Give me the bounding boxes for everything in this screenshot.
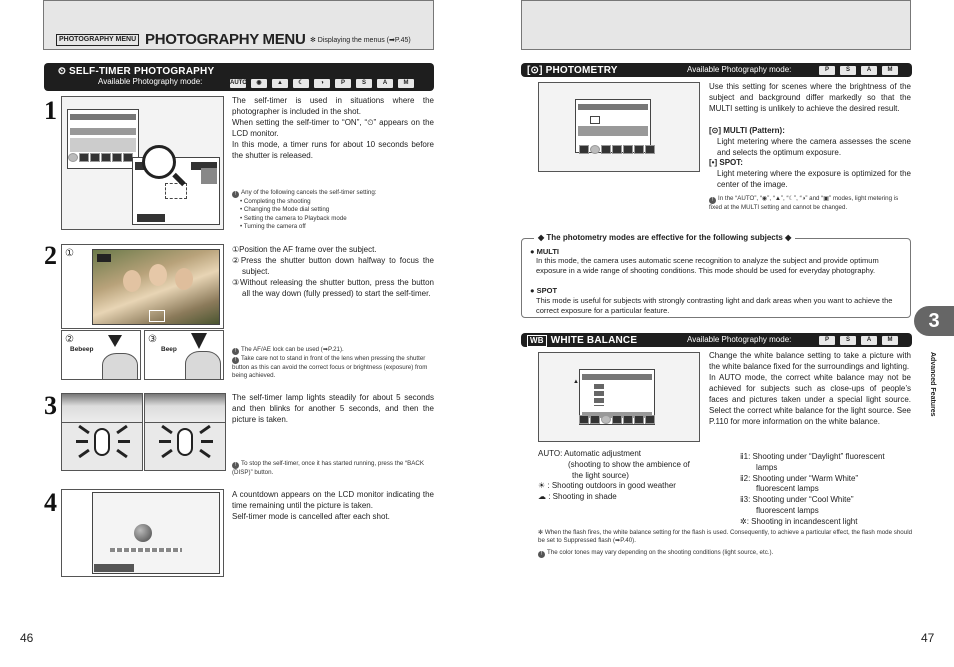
paragraph: The self-timer is used in situations where the photographer is included in the shot. <box>232 96 434 117</box>
circled-two: ② <box>65 334 74 345</box>
mode-icon: M <box>882 66 898 75</box>
wb-line: lamps <box>756 462 778 472</box>
info-icon: ! <box>709 197 716 204</box>
chapter-tab: 3 <box>914 306 954 336</box>
effective-subjects-box: ◆ The photometry modes are effective for the following subjects ◆ ● MULTI In this mode, the camera uses automatic scene recognition to analyze the subject and provide optimum exposure in a wide range of shooting conditions. This mode should be used for everyday photography. ● SPOT This mode is useful for subjects with strongly contrasting light and dark areas when you want to achieve the correct exposure for a particular feature. <box>521 238 911 318</box>
eff-spot-text: This mode is useful for subjects with strongly contrasting light and dark areas when you want to achieve the correct exposure for a particular feature. <box>536 296 893 316</box>
spot-label: [•] SPOT: <box>709 158 743 167</box>
info-icon: ! <box>232 357 239 364</box>
step2-half-press-figure <box>61 330 141 380</box>
header-title: PHOTOGRAPHY MENU <box>145 31 306 48</box>
wb-line: ⅱ3: Shooting under “Cool White” <box>740 495 854 505</box>
step3-note: ! To stop the self-timer, once it has started running, press the “BACK (DISP)” button. <box>232 460 424 476</box>
step1-text <box>232 95 434 161</box>
photometry-text: Use this setting for scenes where the brightness of the subject and background differ markedly so that the MULTI setting is unlikely to achieve the desired result. <box>709 82 911 114</box>
beep2-label: Beep <box>161 346 177 353</box>
wb-line: (shooting to show the ambience of <box>568 459 690 469</box>
self-timer-title: SELF-TIMER PHOTOGRAPHY <box>68 66 215 77</box>
header-tag: PHOTOGRAPHY MENU <box>56 34 139 46</box>
mode-icon: P <box>819 66 835 75</box>
wb-line: ⅱ2: Shooting under “Warm White” <box>740 473 859 483</box>
step2-item: ①Position the AF frame over the subject. <box>232 245 377 254</box>
paragraph: In this mode, a timer runs for about 10 seconds before the shutter is released. <box>232 140 434 161</box>
hand-icon <box>185 351 221 380</box>
wb-line: AUTO: Automatic adjustment <box>538 449 642 458</box>
wb-line: the light source) <box>572 470 629 480</box>
mode-icon: A <box>861 336 877 345</box>
multi-label: [⊙] MULTI (Pattern): <box>709 126 785 135</box>
wb-line: ☁ : Shooting in shade <box>538 492 617 502</box>
menu-icon-row <box>68 153 133 162</box>
mode-icon: ◉ <box>251 79 267 88</box>
mode-icon: S <box>840 336 856 345</box>
self-timer-bar <box>44 63 434 91</box>
countdown-indicator <box>134 524 152 542</box>
beep1-label: Bebeep <box>70 346 94 353</box>
avail-icons <box>230 79 414 88</box>
avail-icons <box>819 336 898 345</box>
photometry-tag: [⊙] <box>527 65 543 76</box>
wb-note-1: ✻ When the flash fires, the white balance setting for the flash is used. Consequently, to achieve a particular effect, the flash mode should be set to Suppressed flash (➡P.40). <box>538 529 913 545</box>
step1-note: ! Any of the following cancels the self-timer setting: • Completing the shooting • Changing the Mode dial setting • Setting the camera to Playback mode • Turning the camera off <box>232 189 434 231</box>
step4-countdown-figure <box>61 489 224 577</box>
wb-line: ✲: Shooting in incandescent light <box>740 516 858 526</box>
eff-multi-label: MULTI <box>536 247 559 256</box>
wb-left-list <box>538 449 728 503</box>
info-icon: ! <box>232 191 239 198</box>
wb-note-2: ! The color tones may vary depending on the shooting conditions (light source, etc.). <box>538 549 912 558</box>
note-item: • Completing the shooting <box>240 198 434 206</box>
step2-text <box>232 244 434 299</box>
paragraph: In AUTO mode, the correct white balance may not be achieved for subjects such as close-ups of people’s faces and pictures taken under a special light source. Select the correct white balance for the light source. See P.110 for more information on the white balance. <box>709 373 911 427</box>
mode-icon: A <box>861 66 877 75</box>
step-number: 3 <box>44 391 57 420</box>
wb-line: fluorescent lamps <box>756 484 819 494</box>
note-item: • Setting the camera to Playback mode <box>240 215 434 223</box>
paragraph: Self-timer mode is cancelled after each shot. <box>232 512 390 522</box>
effective-title: ◆ The photometry modes are effective for the following subjects ◆ <box>534 233 795 243</box>
wb-title: WHITE BALANCE <box>550 335 638 346</box>
wb-tag: WB <box>527 335 547 347</box>
mode-icon: M <box>398 79 414 88</box>
avail-icons <box>819 66 898 75</box>
wb-line: ⅱ1: Shooting under “Daylight” fluorescent <box>740 452 885 461</box>
step2-photo-figure <box>61 244 224 329</box>
info-icon: ! <box>538 551 545 558</box>
self-timer-lamp-icon <box>177 428 193 456</box>
paragraph: A countdown appears on the LCD monitor indicating the time remaining until the picture is taken. <box>232 490 434 511</box>
header-ref: ✻ Displaying the menus (➡P.45) <box>310 37 411 44</box>
right-header-box <box>521 0 911 50</box>
step3-lamp-blink-figure <box>144 393 226 471</box>
circled-one: ① <box>65 248 74 259</box>
step2-note: ! The AF/AE lock can be used (➡P.21). ! Take care not to stand in front of the lens when pressing the shutter button as this can avoid the correct focus or brightness (exposure) from being achieved. <box>232 346 428 380</box>
step2-item: ②Press the shutter button down halfway to focus the subject. <box>232 256 434 277</box>
step1-lcd-figure <box>61 96 224 230</box>
step3-lamp-steady-figure <box>61 393 143 471</box>
note-item: • Turning the camera off <box>240 223 434 231</box>
mode-icon: S <box>840 66 856 75</box>
multi-text: Light metering where the camera assesses the scene and selects the optimum exposure. <box>717 137 911 158</box>
spot-text: Light metering where the exposure is optimized for the center of the image. <box>717 169 911 190</box>
avail-label: Available Photography mode: <box>687 335 792 344</box>
step-number: 4 <box>44 488 57 517</box>
wb-right-list <box>740 452 911 528</box>
step2-item: ③Without releasing the shutter button, press the button all the way down (fully pressed) to start the self-timer. <box>232 278 434 299</box>
mode-icon: P <box>819 336 835 345</box>
page-number-left: 46 <box>20 631 34 645</box>
wb-line: fluorescent lamps <box>756 505 819 515</box>
photometry-bar <box>521 63 912 77</box>
photometry-note: ! In the “AUTO”, “◉”, “▲”, “☾”, “◑” and “▣” modes, light metering is fixed at the MULTI setting and cannot be changed. <box>709 195 899 211</box>
step-number: 1 <box>44 96 57 125</box>
menu-icon-row <box>579 145 655 154</box>
hand-icon <box>102 353 138 380</box>
circled-three: ③ <box>148 334 157 345</box>
step-number: 2 <box>44 241 57 270</box>
subject-photo <box>92 249 220 325</box>
mode-icon: P <box>335 79 351 88</box>
eff-spot-label: SPOT <box>536 286 558 295</box>
mode-icon: ▲ <box>272 79 288 88</box>
mode-icon: S <box>356 79 372 88</box>
mode-icon: ☾ <box>293 79 309 88</box>
mode-icon: AUTO <box>230 80 247 86</box>
note-item: • Changing the Mode dial setting <box>240 206 434 214</box>
eff-multi-text: In this mode, the camera uses automatic scene recognition to analyze the subject and provide optimum exposure in a wide range of shooting conditions. This mode should be used for everyday photography. <box>536 256 879 276</box>
paragraph: Change the white balance setting to take a picture with the white balance fixed for the surroundings and lighting. <box>709 351 911 372</box>
step3-text: The self-timer lamp lights steadily for about 5 seconds and then blinks for another 5 seconds, and then the picture is taken. <box>232 393 434 425</box>
side-text: Advanced Features <box>929 352 937 417</box>
avail-label: Available Photography mode: <box>98 77 203 86</box>
wb-lcd-figure: ▲ <box>538 352 700 442</box>
info-icon: ! <box>232 348 239 355</box>
photometry-title: PHOTOMETRY <box>545 65 618 76</box>
step4-text <box>232 489 434 522</box>
timer-icon: ⏲ <box>58 66 66 77</box>
wb-text <box>709 350 911 427</box>
mode-icon: A <box>377 79 393 88</box>
self-timer-lamp-icon <box>94 428 110 456</box>
magnifier-icon <box>142 145 176 179</box>
step2-full-press-figure <box>144 330 224 380</box>
avail-label: Available Photography mode: <box>687 65 792 74</box>
menu-icon-row <box>579 415 655 424</box>
page-number-right: 47 <box>921 631 935 645</box>
mode-icon: M <box>882 336 898 345</box>
wb-line: ☀ : Shooting outdoors in good weather <box>538 481 676 491</box>
white-balance-bar <box>521 333 912 347</box>
photometry-lcd-figure <box>538 82 700 172</box>
info-icon: ! <box>232 462 239 469</box>
mode-icon: ◑ <box>314 79 330 88</box>
paragraph: When setting the self-timer to “ON”, “⏲” appears on the LCD monitor. <box>232 118 434 139</box>
